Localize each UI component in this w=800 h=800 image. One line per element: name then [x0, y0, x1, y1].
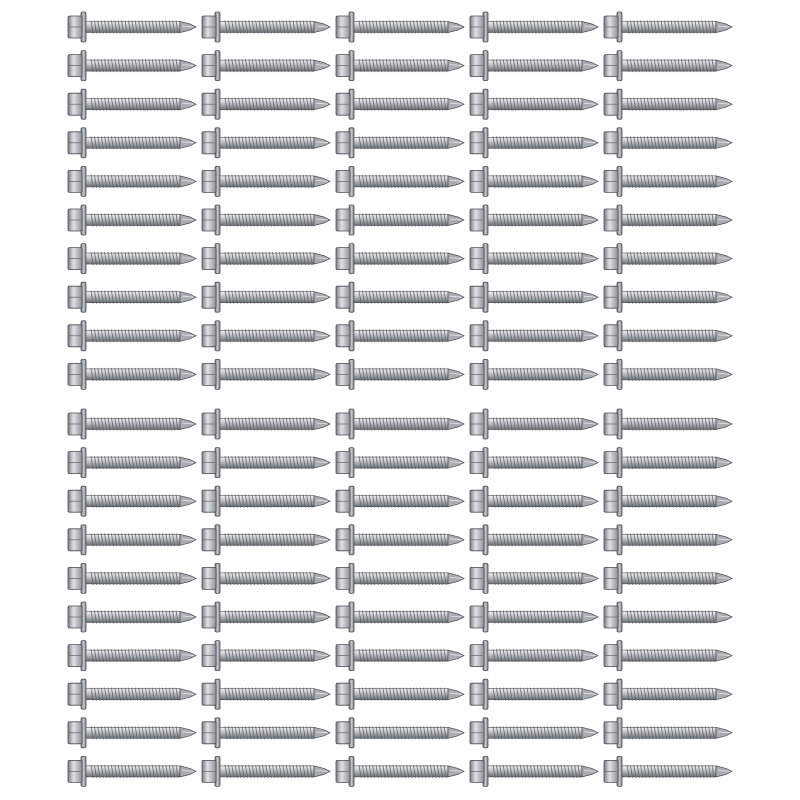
screw — [336, 448, 464, 478]
screw — [470, 51, 598, 81]
screw — [470, 563, 598, 593]
screw — [604, 409, 732, 439]
screw — [470, 602, 598, 632]
screw — [202, 321, 330, 351]
screw — [336, 282, 464, 312]
screw — [336, 244, 464, 274]
screw — [202, 244, 330, 274]
screw — [336, 563, 464, 593]
screw — [202, 128, 330, 158]
screw — [604, 282, 732, 312]
screw — [68, 756, 196, 786]
screw — [202, 448, 330, 478]
screw — [336, 359, 464, 389]
screw — [470, 12, 598, 42]
screw — [336, 679, 464, 709]
screw — [68, 321, 196, 351]
screw — [604, 244, 732, 274]
screw — [470, 641, 598, 671]
screw — [68, 409, 196, 439]
screw — [202, 205, 330, 235]
screw — [68, 51, 196, 81]
screw — [604, 756, 732, 786]
screw — [202, 563, 330, 593]
screw — [68, 12, 196, 42]
screw — [470, 756, 598, 786]
screw — [604, 718, 732, 748]
screw — [68, 563, 196, 593]
screw — [604, 525, 732, 555]
screw — [604, 128, 732, 158]
screw — [604, 679, 732, 709]
screw — [202, 641, 330, 671]
screw — [336, 205, 464, 235]
screw — [470, 679, 598, 709]
screw — [470, 205, 598, 235]
screw — [336, 409, 464, 439]
screw — [604, 641, 732, 671]
screw — [68, 89, 196, 119]
screw — [202, 486, 330, 516]
screw — [470, 486, 598, 516]
screw — [336, 321, 464, 351]
screw — [604, 166, 732, 196]
screw — [470, 359, 598, 389]
screw — [68, 602, 196, 632]
screw — [68, 166, 196, 196]
screw — [336, 641, 464, 671]
screw — [470, 244, 598, 274]
screw — [604, 448, 732, 478]
screw — [470, 166, 598, 196]
screw — [336, 525, 464, 555]
screw — [202, 12, 330, 42]
screw — [470, 89, 598, 119]
screw — [202, 679, 330, 709]
screw — [202, 525, 330, 555]
screw — [604, 321, 732, 351]
screw — [470, 282, 598, 312]
screw — [68, 718, 196, 748]
screw — [336, 756, 464, 786]
screw — [68, 359, 196, 389]
screw — [604, 563, 732, 593]
screw — [202, 718, 330, 748]
screw — [68, 679, 196, 709]
screw — [604, 602, 732, 632]
screw — [336, 12, 464, 42]
screw — [336, 718, 464, 748]
screw — [604, 12, 732, 42]
screw — [68, 205, 196, 235]
screw — [604, 51, 732, 81]
screw — [604, 486, 732, 516]
screw — [202, 409, 330, 439]
screw — [336, 602, 464, 632]
screw — [604, 359, 732, 389]
screw — [68, 128, 196, 158]
screw — [68, 244, 196, 274]
screw — [336, 486, 464, 516]
screw — [202, 359, 330, 389]
screw — [470, 321, 598, 351]
screw — [68, 486, 196, 516]
screw — [336, 166, 464, 196]
screw — [470, 448, 598, 478]
screw — [604, 205, 732, 235]
screw — [202, 282, 330, 312]
screw — [470, 128, 598, 158]
screw — [68, 525, 196, 555]
screw — [202, 602, 330, 632]
screw — [202, 51, 330, 81]
screw — [470, 525, 598, 555]
screw — [336, 128, 464, 158]
screw — [604, 89, 732, 119]
screw — [202, 89, 330, 119]
screw — [202, 756, 330, 786]
screw — [336, 89, 464, 119]
screw — [68, 641, 196, 671]
screw — [470, 718, 598, 748]
screw — [202, 166, 330, 196]
screw — [336, 51, 464, 81]
screw — [68, 448, 196, 478]
screw — [470, 409, 598, 439]
screw — [68, 282, 196, 312]
